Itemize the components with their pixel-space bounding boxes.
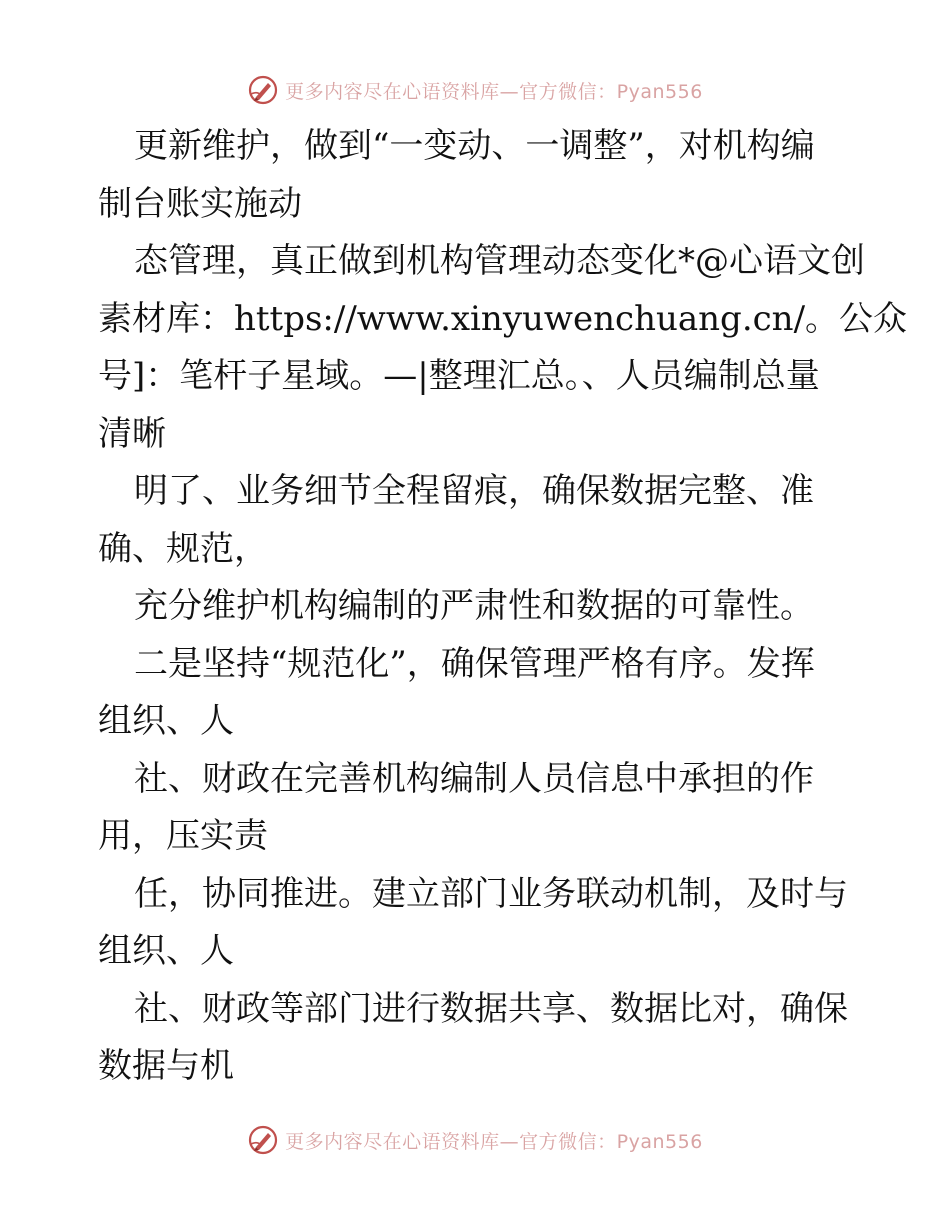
text-line: 组织、人 [98, 701, 234, 741]
watermark-text: 更多内容尽在心语资料库—官方微信：Pyan556 [285, 1130, 703, 1153]
text-line: 态管理，真正做到机构管理动态变化*@心语文创 [134, 241, 865, 281]
footer-watermark [0, 1120, 950, 1160]
text-line: 社、财政等部门进行数据共享、数据比对，确保 [134, 988, 848, 1029]
text-line: 二是坚持“规范化”，确保管理严格有序。发挥 [134, 643, 815, 684]
text-line: 用，压实责 [98, 816, 268, 856]
text-line: 素材库：https://www.xinyuwenchuang.cn/。公众 [98, 298, 908, 339]
header-watermark [0, 70, 950, 110]
pen-logo-icon [247, 74, 279, 106]
text-line: 社、财政在完善机构编制人员信息中承担的作 [134, 758, 814, 799]
text-line: 清晰 [98, 413, 166, 454]
text-line: 确、规范， [98, 528, 268, 569]
text-line: 充分维护机构编制的严肃性和数据的可靠性。 [134, 586, 814, 626]
watermark-text: 更多内容尽在心语资料库—官方微信：Pyan556 [285, 80, 703, 103]
text-line: 更新维护，做到“一变动、一调整”，对机构编 [134, 126, 815, 166]
text-line: 组织、人 [98, 931, 234, 971]
document-body [98, 118, 908, 1096]
text-line: 号]：笔杆子星域。—|整理汇总。、人员编制总量 [98, 356, 820, 396]
text-line: 数据与机 [98, 1046, 234, 1086]
text-line: 任，协同推进。建立部门业务联动机制，及时与 [134, 873, 848, 914]
text-line: 明了、业务细节全程留痕，确保数据完整、准 [134, 471, 814, 511]
pen-logo-icon [247, 1124, 279, 1156]
text-line: 制台账实施动 [98, 183, 302, 224]
